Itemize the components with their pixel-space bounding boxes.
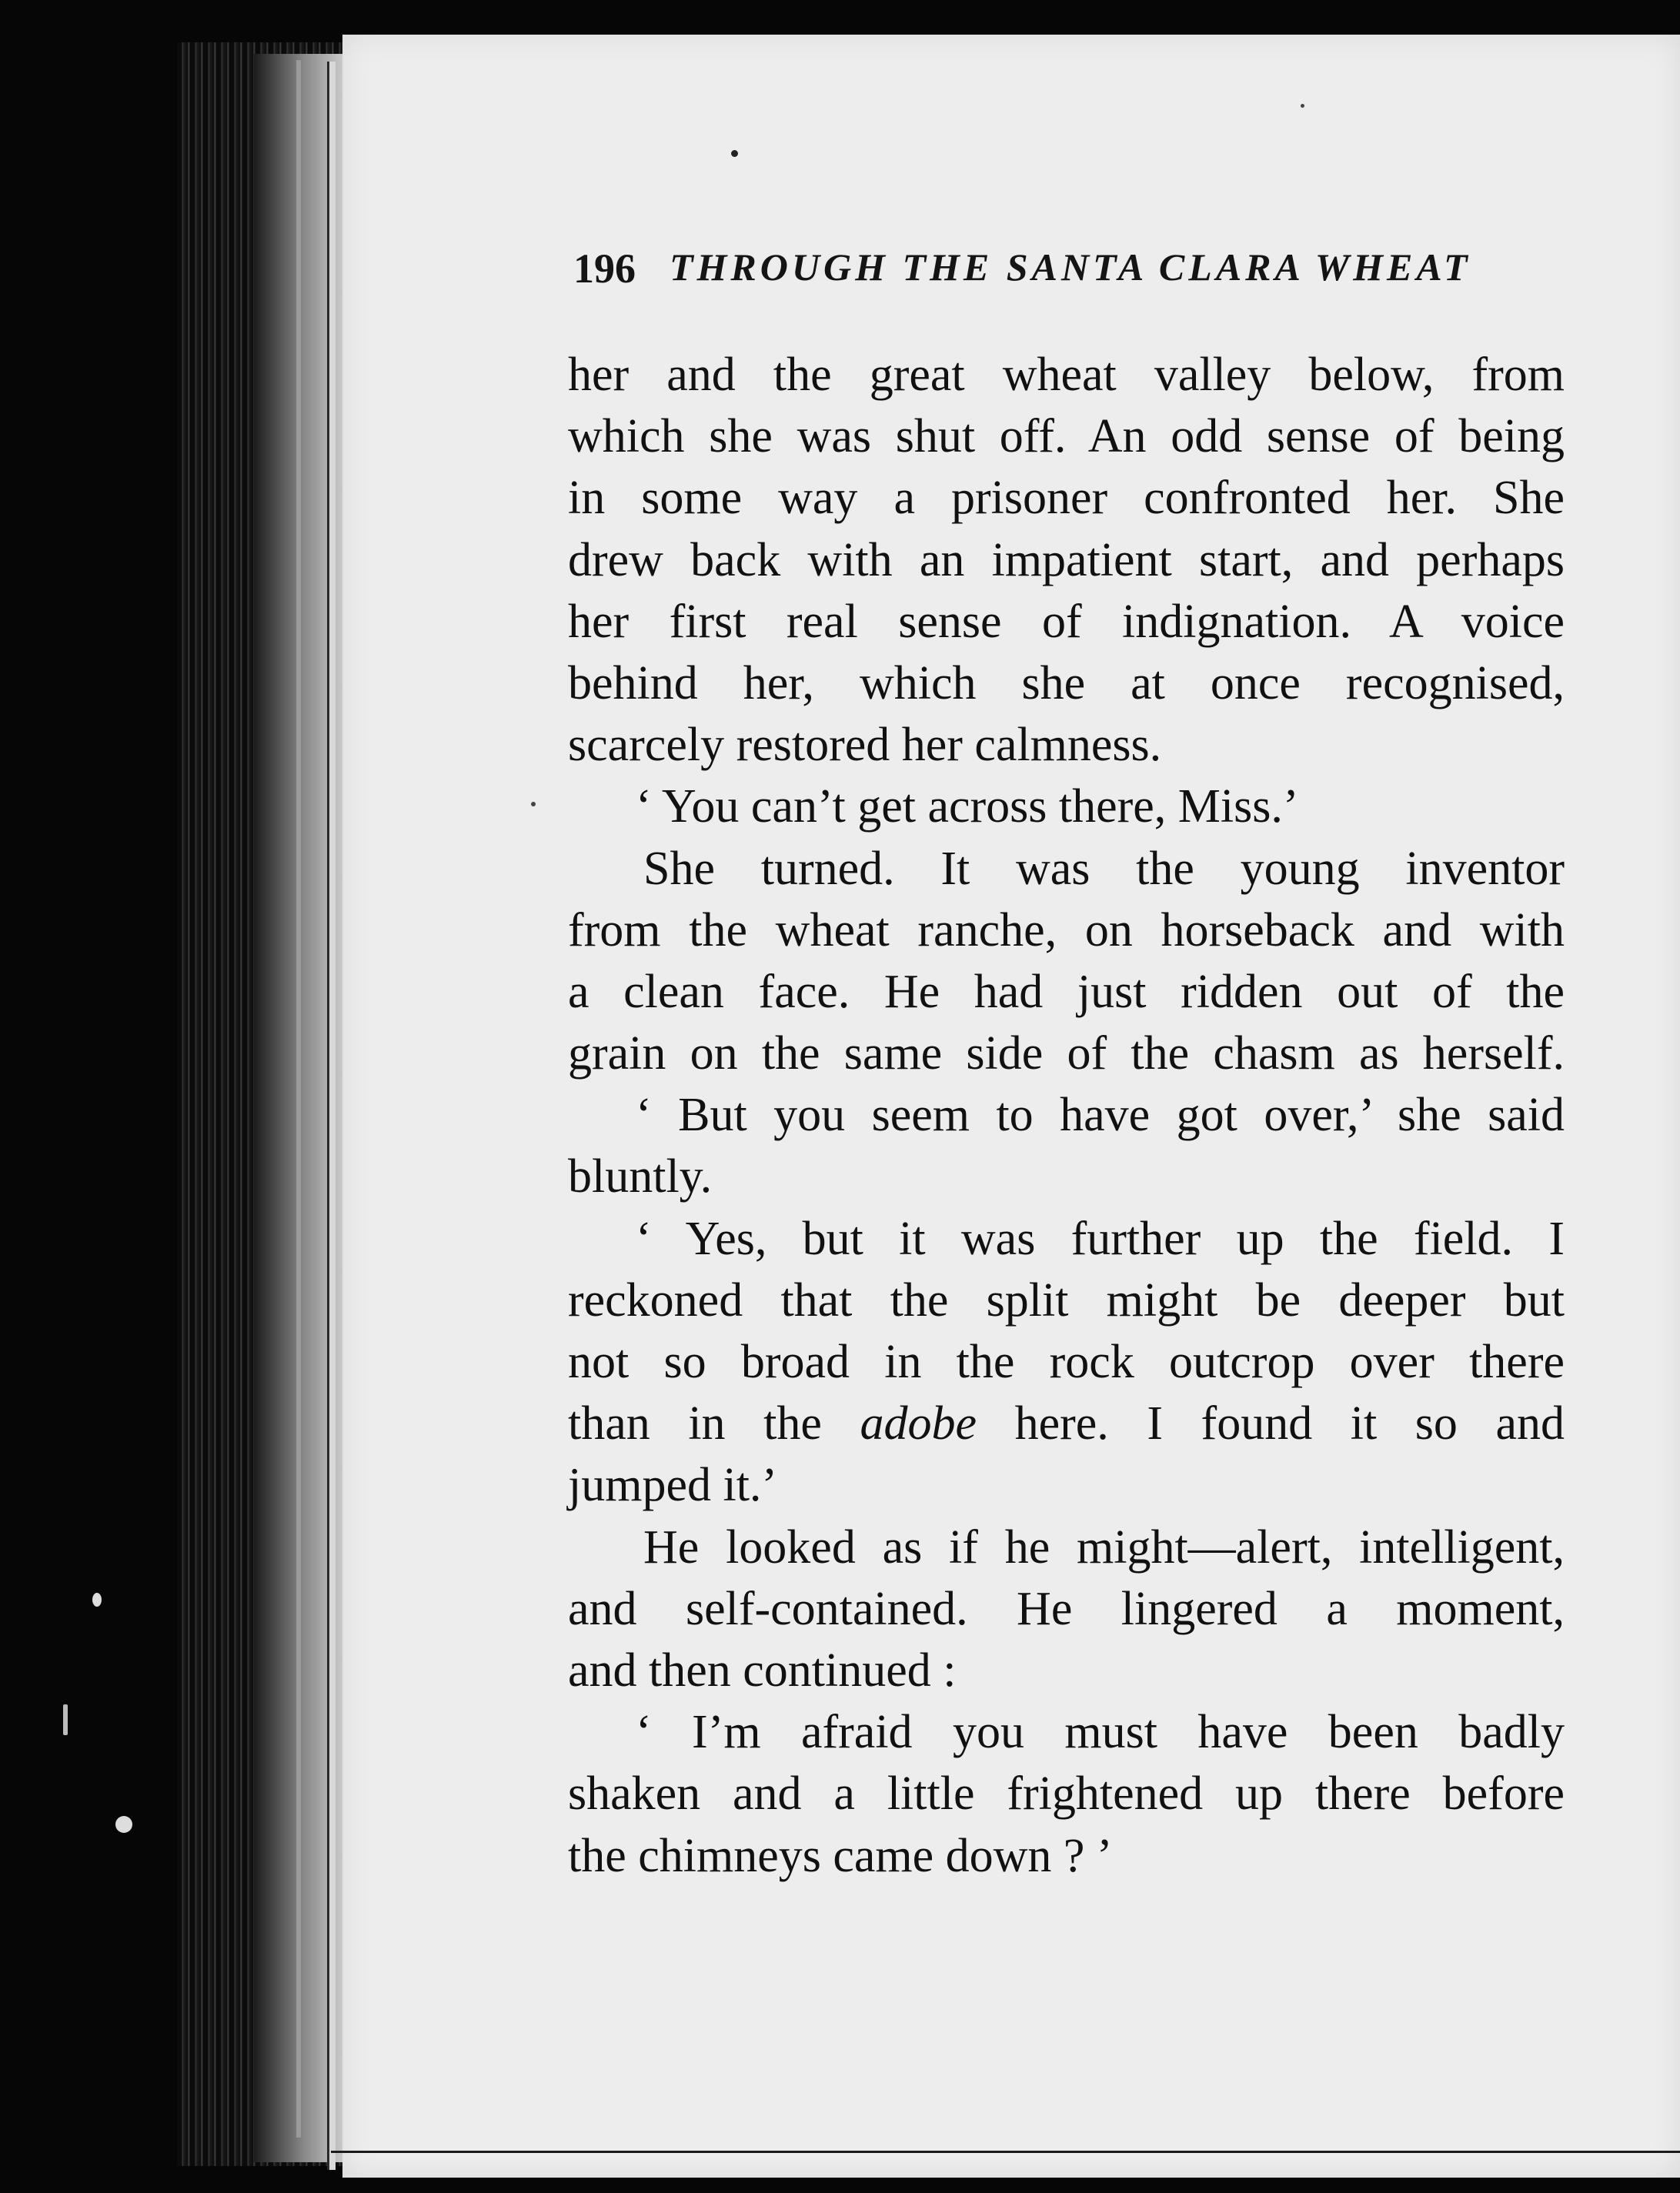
text-line: ‘ Yes, but it was further up the field. I xyxy=(636,1212,1565,1265)
dust-speck xyxy=(92,1593,102,1607)
dust-speck xyxy=(1301,104,1304,108)
dust-speck xyxy=(115,1816,132,1833)
text-line: ‘ I’m afraid you must have been badly xyxy=(636,1706,1565,1759)
text-line: and then continued : xyxy=(568,1644,957,1697)
text-line: behind her, which she at once recognised, xyxy=(568,656,1565,709)
text-fragment: here. I found it so and xyxy=(1014,1397,1565,1450)
running-title: THROUGH THE SANTA CLARA WHEAT xyxy=(670,245,1471,289)
text-line: scarcely restored her calmness. xyxy=(568,719,1162,772)
text-line: bluntly. xyxy=(568,1150,713,1203)
text-line: a clean face. He had just ridden out of the xyxy=(568,965,1565,1018)
text-line: from the wheat ranche, on horseback and with xyxy=(568,903,1565,956)
text-line xyxy=(568,1393,1565,1454)
text-line: not so broad in the rock outcrop over there xyxy=(568,1336,1565,1388)
text-line: She turned. It was the young inventor xyxy=(643,842,1565,895)
page-left-border xyxy=(327,62,336,2170)
text-line: her and the great wheat valley below, from xyxy=(568,349,1565,401)
text-line: which she was shut off. An odd sense of being xyxy=(568,410,1565,463)
text-line: and self-contained. He lingered a moment, xyxy=(568,1582,1565,1635)
page-edge-line xyxy=(296,60,301,2138)
text-line: the chimneys came down ? ’ xyxy=(568,1829,1113,1882)
dust-speck xyxy=(63,1704,68,1735)
text-line: reckoned that the split might be deeper but xyxy=(568,1273,1565,1327)
page-number: 196 xyxy=(573,245,636,292)
text-line: ‘ You can’t get across there, Miss.’ xyxy=(636,780,1299,833)
text-line: He looked as if he might—alert, intelligent, xyxy=(643,1520,1565,1574)
dust-speck xyxy=(731,150,738,157)
text-line: in some way a prisoner confronted her. She xyxy=(568,472,1565,525)
page-text xyxy=(568,344,1565,1887)
text-fragment: than in the xyxy=(568,1397,822,1450)
text-line: grain on the same side of the chasm as herself. xyxy=(568,1027,1565,1080)
italic-word: adobe xyxy=(860,1397,977,1450)
text-line: ‘ But you seem to have got over,’ she said xyxy=(636,1089,1565,1142)
text-line: drew back with an impatient start, and perhaps xyxy=(568,533,1565,586)
text-line: her first real sense of indignation. A voice xyxy=(568,595,1565,648)
running-head xyxy=(573,245,1562,299)
dust-speck xyxy=(531,802,536,806)
text-line: jumped it.’ xyxy=(568,1459,778,1512)
text-line: shaken and a little frightened up there before xyxy=(568,1767,1565,1821)
page-bottom-rule xyxy=(331,2151,1680,2153)
